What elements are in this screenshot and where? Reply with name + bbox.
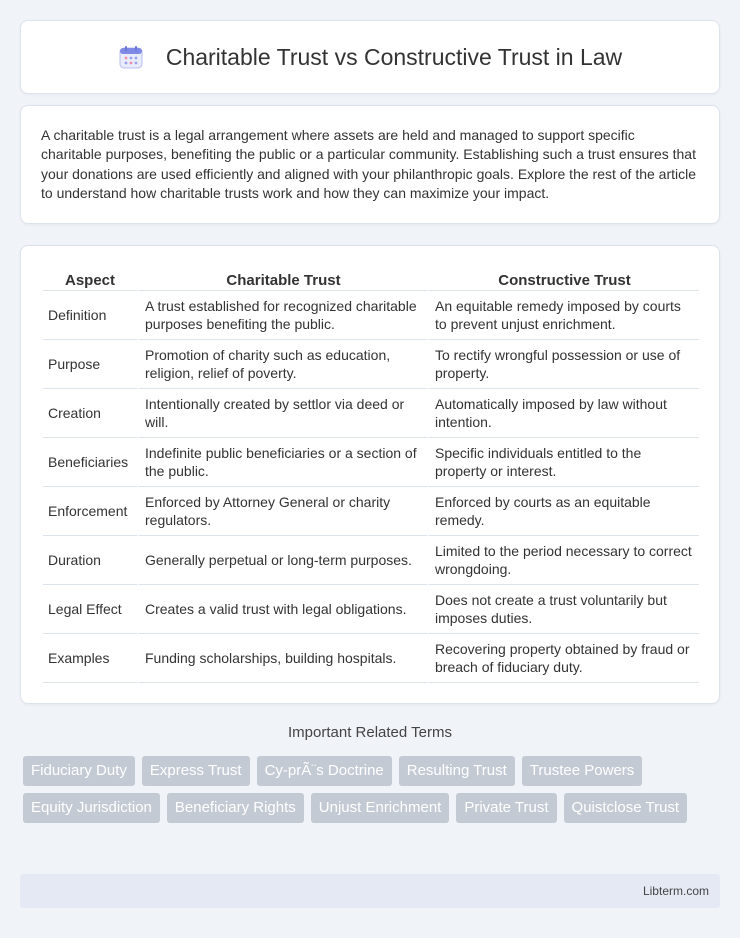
related-term-tag[interactable]: Beneficiary Rights xyxy=(167,793,304,823)
related-term-tag[interactable]: Unjust Enrichment xyxy=(311,793,450,823)
related-term-tag[interactable]: Private Trust xyxy=(456,793,556,823)
related-term-tag[interactable]: Resulting Trust xyxy=(399,756,515,786)
related-term-tag[interactable]: Trustee Powers xyxy=(522,756,642,786)
table-row xyxy=(43,389,699,438)
related-terms-list xyxy=(23,756,723,823)
intro-card xyxy=(20,105,720,224)
page-title: Charitable Trust vs Constructive Trust in Law xyxy=(165,43,623,70)
row-charitable: Promotion of charity such as education, religion, relief of poverty. xyxy=(137,340,427,389)
footer xyxy=(20,874,720,908)
intro-text: A charitable trust is a legal arrangement where assets are held and managed to support specific charitable purposes, benefiting the public or a particular community. Establishing such a trust ensures that your donations are used efficiently and aligned with your philanthropic goals. Explore the rest of the article to understand how charitable trusts work and how they can maximize your impact. xyxy=(41,127,697,201)
table-row xyxy=(43,487,699,536)
row-constructive: Does not create a trust voluntarily but imposes duties. xyxy=(427,585,699,634)
row-aspect: Creation xyxy=(43,389,137,438)
table-row xyxy=(43,634,699,683)
table-row xyxy=(43,536,699,585)
row-constructive: Enforced by courts as an equitable remedy. xyxy=(427,487,699,536)
row-charitable: Intentionally created by settlor via deed or will. xyxy=(137,389,427,438)
table-row xyxy=(43,340,699,389)
row-charitable: Indefinite public beneficiaries or a section of the public. xyxy=(137,438,427,487)
related-term-tag[interactable]: Quistclose Trust xyxy=(564,793,688,823)
row-charitable: Funding scholarships, building hospitals. xyxy=(137,634,427,683)
title-card xyxy=(20,20,720,94)
table-row xyxy=(43,585,699,634)
row-constructive: Automatically imposed by law without intention. xyxy=(427,389,699,438)
row-charitable: A trust established for recognized charitable purposes benefiting the public. xyxy=(137,291,427,340)
header-charitable-trust: Charitable Trust xyxy=(137,266,427,291)
row-aspect: Legal Effect xyxy=(43,585,137,634)
header-constructive-trust: Constructive Trust xyxy=(427,266,699,291)
table-header-row xyxy=(43,266,699,291)
related-terms-title: Important Related Terms xyxy=(288,724,452,741)
row-aspect: Definition xyxy=(43,291,137,340)
row-charitable: Enforced by Attorney General or charity regulators. xyxy=(137,487,427,536)
row-aspect: Enforcement xyxy=(43,487,137,536)
related-term-tag[interactable]: Express Trust xyxy=(142,756,250,786)
row-constructive: Specific individuals entitled to the property or interest. xyxy=(427,438,699,487)
row-aspect: Beneficiaries xyxy=(43,438,137,487)
row-aspect: Purpose xyxy=(43,340,137,389)
related-term-tag[interactable]: Equity Jurisdiction xyxy=(23,793,160,823)
row-aspect: Examples xyxy=(43,634,137,683)
row-constructive: Recovering property obtained by fraud or breach of fiduciary duty. xyxy=(427,634,699,683)
calendar-icon xyxy=(118,44,144,70)
table-row xyxy=(43,291,699,340)
row-charitable: Creates a valid trust with legal obligations. xyxy=(137,585,427,634)
related-term-tag[interactable]: Cy-prÃ¨s Doctrine xyxy=(257,756,392,786)
footer-site-link[interactable]: Libterm.com xyxy=(642,884,709,898)
comparison-table xyxy=(43,266,699,683)
row-aspect: Duration xyxy=(43,536,137,585)
row-constructive: To rectify wrongful possession or use of property. xyxy=(427,340,699,389)
related-term-tag[interactable]: Fiduciary Duty xyxy=(23,756,135,786)
table-row xyxy=(43,438,699,487)
comparison-table-card xyxy=(20,245,720,704)
row-constructive: Limited to the period necessary to correct wrongdoing. xyxy=(427,536,699,585)
row-charitable: Generally perpetual or long-term purposes. xyxy=(137,536,427,585)
row-constructive: An equitable remedy imposed by courts to prevent unjust enrichment. xyxy=(427,291,699,340)
header-aspect: Aspect xyxy=(43,266,137,291)
